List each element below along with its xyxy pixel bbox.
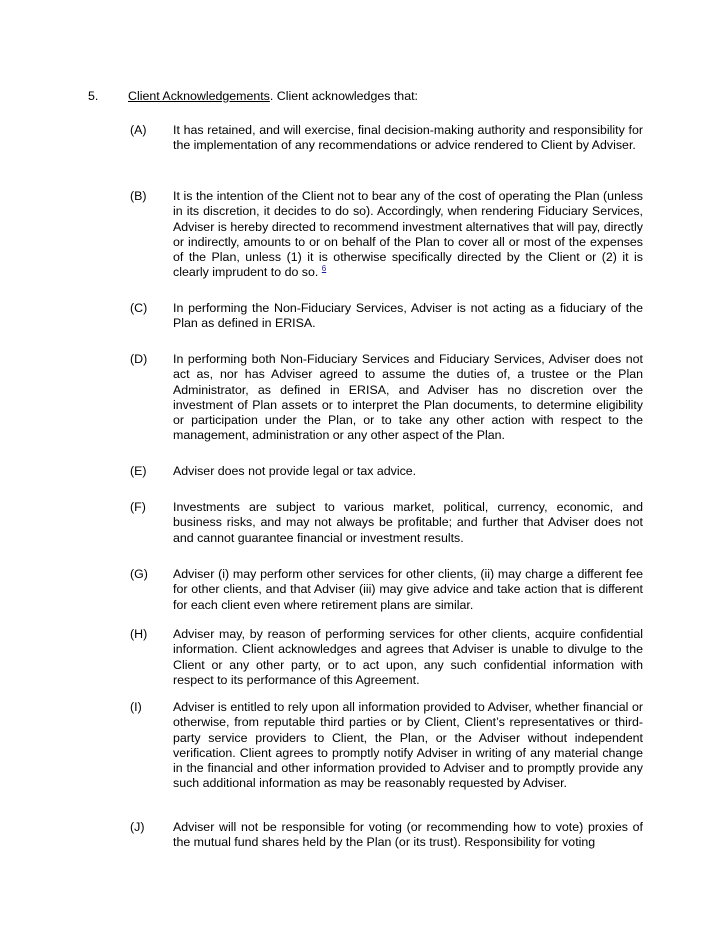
item-e xyxy=(130,464,643,479)
item-label: (D) xyxy=(130,352,148,366)
item-label: (J) xyxy=(130,820,145,834)
footnote-link[interactable]: 6 xyxy=(321,264,327,274)
item-label: (F) xyxy=(130,500,146,514)
item-i xyxy=(130,700,643,792)
item-text: Adviser (i) may perform other services for other clients, (ii) may charge a different fee for other clients, and that Adviser (iii) may give advice and take action that is different for each client even where retirement plans are similar. xyxy=(173,567,643,612)
section-number: 5. xyxy=(88,89,99,103)
item-text: Investments are subject to various market, political, currency, economic, and business risks, and may not always be profitable; and further that Adviser does not and cannot guarantee financial or investment results. xyxy=(173,500,643,545)
item-label: (B) xyxy=(130,189,147,203)
item-text: It has retained, and will exercise, final decision-making authority and responsibility for the implementation of any recommendations or advice rendered to Client by Adviser. xyxy=(173,123,643,153)
item-b xyxy=(130,189,643,281)
section-title: Client Acknowledgements xyxy=(128,89,270,103)
item-f xyxy=(130,500,643,546)
item-label: (I) xyxy=(130,700,142,714)
item-text: In performing the Non-Fiduciary Services, Adviser is not acting as a fiduciary of the Plan as defined in ERISA. xyxy=(173,301,643,331)
item-a xyxy=(130,123,643,154)
section-lead: . Client acknowledges that: xyxy=(269,89,418,103)
item-text: In performing both Non-Fiduciary Services and Fiduciary Services, Adviser does not act as, nor has Adviser agreed to assume the duties of, a trustee or the Plan Administrator, as defined in ERISA, and Adviser has no discretion over the investment of Plan assets or to interpret the Plan documents, to determine eligibility or participation under the Plan, or to take any other action with respect to the management, administration or any other aspect of the Plan. xyxy=(173,352,643,443)
item-text: It is the intention of the Client not to bear any of the cost of operating the Plan (unless in its discretion, it decides to do so). Accordingly, when rendering Fiduciary Services, Adviser is hereby directed to recommend investment alternatives that will pay, directly or indirectly, amounts to or on behalf of the Plan to cover all or most of the expenses of the Plan, unless (1) it is otherwise specifically directed by the Client or (2) it is clearly imprudent to do so. xyxy=(173,189,643,280)
item-text-with-footnote xyxy=(173,189,643,281)
item-label: (H) xyxy=(130,627,148,641)
item-text: Adviser is entitled to rely upon all information provided to Adviser, whether financial or otherwise, from reputable third parties or by Client, Client’s representatives or third-party service providers to Client, the Plan, or the Adviser without independent verification. Client agrees to promptly notify Adviser in writing of any material change in the financial and other information provided to Adviser and to promptly provide any such additional information as may be reasonably requested by Adviser. xyxy=(173,700,643,791)
item-text: Adviser does not provide legal or tax advice. xyxy=(173,464,417,478)
section-title-line xyxy=(128,88,418,104)
item-j xyxy=(130,820,643,851)
item-label: (G) xyxy=(130,567,148,581)
item-text: Adviser will not be responsible for voting (or recommending how to vote) proxies of the mutual fund shares held by the Plan (or its trust). Responsibility for voting xyxy=(173,820,643,850)
item-d xyxy=(130,352,643,444)
item-label: (E) xyxy=(130,464,147,478)
item-text: Adviser may, by reason of performing services for other clients, acquire confidential information. Client acknowledges and agrees that Adviser is unable to divulge to the Client or any other party, or to act upon, any such confidential information with respect to its performance of this Agreement. xyxy=(173,627,643,687)
item-h xyxy=(130,627,643,688)
item-label: (A) xyxy=(130,123,147,137)
item-label: (C) xyxy=(130,301,148,315)
item-g xyxy=(130,567,643,613)
item-c xyxy=(130,301,643,332)
